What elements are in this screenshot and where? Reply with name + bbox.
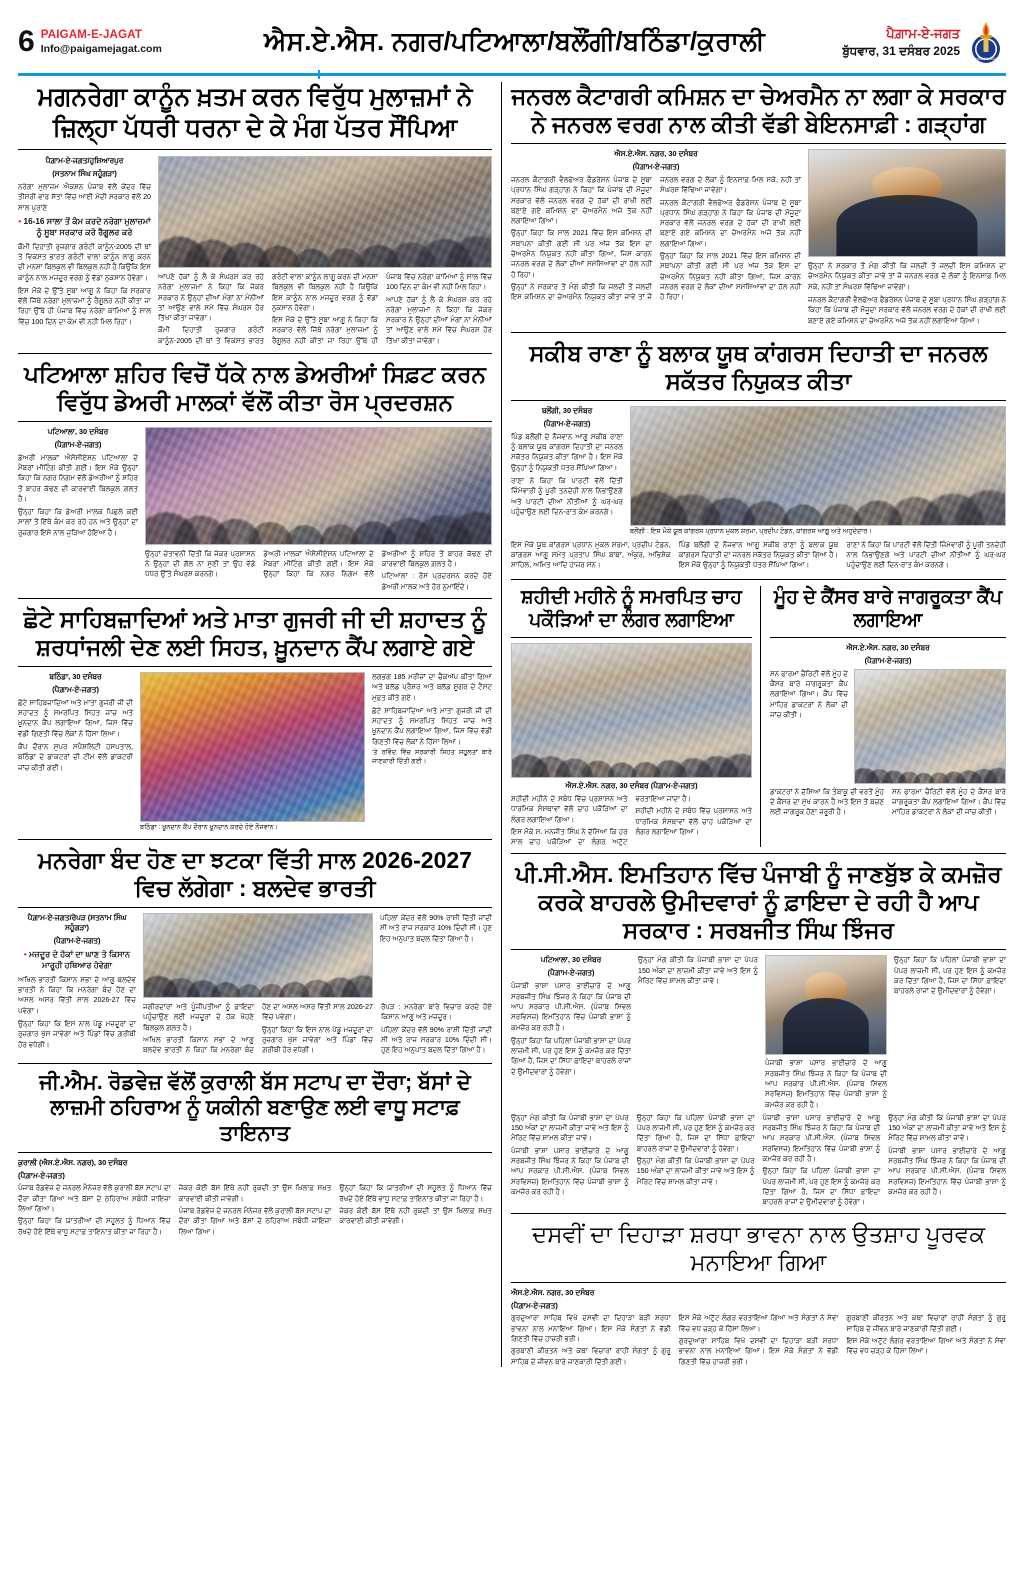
masthead xyxy=(18,14,1006,70)
divider xyxy=(18,666,492,667)
body-a11-0: ਗੁਰਦੁਆਰਾ ਸਾਹਿਬ ਵਿਖੇ ਦਸਵੀਂ ਦਾ ਦਿਹਾੜਾ ਬੜੀ ਸ਼ਰਧਾ ਭਾਵਨਾ ਨਾਲ ਮਨਾਇਆ ਗਿਆ। ਇਸ ਮੌਕੇ ਸੰਗਤਾਂ ਨੇ ਵੱਡੀ ਗਿਣਤੀ ਵਿੱਚ ਹਾਜ਼ਰੀ ਭਰੀ। xyxy=(511,1314,671,1344)
lead-a1: ਨਰੇਗਾ ਮੁਲਾਜ਼ਮ ਐਕਸ਼ਨ ਪੰਜਾਬ ਵੱਲੋਂ ਕੇਂਦਰ ਵਿੱਚ ਤੀਸਰੀ ਵਾਰ ਸੱਤਾ ਵਿੱਚ ਆਈ ਮੋਦੀ ਸਰਕਾਰ ਵੱਲੋਂ 20 ਸਾਲ ਪੁਰਾਣੇ xyxy=(18,182,151,212)
divider xyxy=(18,1152,492,1153)
dateline-a11-tag: (ਪੈਗ਼ਾਮ-ਏ-ਜਗਤ) xyxy=(511,1300,558,1310)
divider xyxy=(511,400,1006,401)
body-a8-3: ਪੰਜਾਬੀ ਭਾਸ਼ਾ ਪਸਾਰ ਭਾਈਚਾਰੇ ਦੇ ਆਗੂ ਸਰਬਜੀਤ ਸਿੰਘ ਝਿੰਜਰ ਨੇ ਕਿਹਾ ਕਿ ਪੰਜਾਬ ਦੀ ਆਪ ਸਰਕਾਰ ਪੀ.ਸੀ.ਐਸ. (ਪੰਜਾਬ ਸਿਵਲ ਸਰਵਿਸਜ਼) ਇਮਤਿਹਾਨ ਵਿੱਚ ਪੰਜਾਬੀ ਭਾਸ਼ਾ ਨੂੰ ਕਮਜ਼ੋਰ ਕਰ ਰਹੀ ਹੈ। xyxy=(765,1059,887,1109)
dateline-a6: ਐਸ.ਏ.ਐਸ. ਨਗਰ, 30 ਦਸੰਬਰ xyxy=(846,642,930,652)
body-a9-2: ਪਹਿਲਾਂ ਕੇਂਦਰ ਵੱਲੋਂ 90% ਰਾਸ਼ੀ ਦਿੱਤੀ ਜਾਂਦੀ ਸੀ ਅਤੇ ਰਾਜ ਸਰਕਾਰ 10% ਦਿੰਦੀ ਸੀ। ਹੁਣ ਇਹ ਅਨੁਪਾਤ ਬਦਲ ਦਿੱਤਾ ਗਿਆ ਹੈ। xyxy=(380,913,492,943)
body-a3-2: ਇਸ ਮੌਕੇ ਯੂਥ ਕਾਂਗਰਸ ਪ੍ਰਧਾਨ ਮੁਕਲ ਸ਼ਰਮਾ, ਪ੍ਰਦੀਪ ਟੰਡਨ, ਕਾਂਗਰਸ ਆਗੂ ਸਮੇਤ ਪ੍ਰਤਾਪ ਸਿੰਘ ਬਾਬਾ, ਅੰਕੁਰ, ਅਭਿਸ਼ੇਕ ਸਾਹਿਲ, ਅਮਿਤ ਆਦਿ ਹਾਜ਼ਰ ਸਨ। xyxy=(511,540,671,570)
content-grid xyxy=(18,82,1006,1367)
dateline-a6-tag: (ਪੈਗ਼ਾਮ-ਏ-ਜਗਤ) xyxy=(864,655,912,665)
divider xyxy=(18,353,492,354)
body-a11-4: ਗੁਰਬਾਣੀ ਕੀਰਤਨ ਅਤੇ ਕਥਾ ਵਿਚਾਰਾਂ ਰਾਹੀਂ ਸੰਗਤਾਂ ਨੂੰ ਗੁਰੂ ਸਾਹਿਬ ਦੇ ਜੀਵਨ ਬਾਰੇ ਜਾਣਕਾਰੀ ਦਿੱਤੀ ਗਈ। xyxy=(846,1314,1006,1333)
photo-a7 xyxy=(140,672,365,822)
bullet-a1-text: 16-16 ਸਾਲਾ ਤੋਂ ਕੰਮ ਕਰਦੇ ਨਰੇਗਾ ਮੁਲਾਜ਼ਮਾਂ ਨੂੰ ਸੂਬਾ ਸਰਕਾਰ ਕਰੇ ਰੈਗੂਲਰ ਕਰੇ xyxy=(23,216,151,238)
body-a8-0: ਪੰਜਾਬੀ ਭਾਸ਼ਾ ਪਸਾਰ ਭਾਈਚਾਰੇ ਦੇ ਆਗੂ ਸਰਬਜੀਤ ਸਿੰਘ ਝਿੰਜਰ ਨੇ ਕਿਹਾ ਕਿ ਪੰਜਾਬ ਦੀ ਆਪ ਸਰਕਾਰ ਪੀ.ਸੀ.ਐਸ. (ਪੰਜਾਬ ਸਿਵਲ ਸਰਵਿਸਜ਼) ਇਮਤਿਹਾਨ ਵਿੱਚ ਪੰਜਾਬੀ ਭਾਸ਼ਾ ਨੂੰ ਕਮਜ਼ੋਰ ਕਰ ਰਹੀ ਹੈ। xyxy=(511,982,631,1032)
body-a10-3: ਪੰਜਾਬ ਰੋਡਵੇਜ਼ ਦੇ ਜਨਰਲ ਮੈਨੇਜਰ ਵੱਲੋਂ ਕੁਰਾਲੀ ਬੱਸ ਸਟਾਪ ਦਾ ਦੌਰਾ ਕੀਤਾ ਗਿਆ ਅਤੇ ਬੱਸਾਂ ਦੇ ਠਹਿਰਾਅ ਸਬੰਧੀ ਜਾਇਜ਼ਾ ਲਿਆ ਗਿਆ। xyxy=(178,1207,332,1236)
body-a3-0: ਪਿੰਡ ਬਲੌਂਗੀ ਦੇ ਨੌਜਵਾਨ ਆਗੂ ਸਕੀਬ ਰਾਣਾ ਨੂੰ ਬਲਾਕ ਯੂਥ ਕਾਂਗਰਸ ਦਿਹਾਤੀ ਦਾ ਜਨਰਲ ਸਕੱਤਰ ਨਿਯੁਕਤ ਕੀਤਾ ਗਿਆ ਹੈ। ਇਸ ਮੌਕੇ ਉਨ੍ਹਾਂ ਨੂੰ ਨਿਯੁਕਤੀ ਪੱਤਰ ਸੌਂਪਿਆ ਗਿਆ। xyxy=(511,432,623,472)
dateline-a11: ਐਸ.ਏ.ਐਸ. ਨਗਰ, 30 ਦਸੰਬਰ xyxy=(511,1287,595,1297)
caption-a9: ਰੋਪੜ : ਮਨਰੇਗਾ ਬਾਰੇ ਵਿਚਾਰ ਕਰਦੇ ਹੋਏ ਕਿਸਾਨ ਆਗੂ ਅਤੇ ਮਜ਼ਦੂਰ। xyxy=(381,1002,492,1022)
article-a2 xyxy=(511,149,1006,326)
caption-a7-left: ਬਠਿੰਡਾ : ਖ਼ੂਨਦਾਨ ਕੈਂਪ ਦੌਰਾਨ ਖ਼ੂਨਦਾਨ ਕਰਦੇ ਹੋਏ ਨੌਜਵਾਨ। xyxy=(140,823,279,831)
body-a11-cols xyxy=(511,1313,1006,1366)
article-a9 xyxy=(18,913,492,1057)
divider xyxy=(18,1063,492,1064)
page-number: 6 xyxy=(18,25,35,58)
body-a6-cols xyxy=(770,787,1006,820)
body-a6-2: ਸਨ ਫਾਰਮਾ ਚੈਰਿਟੀ ਵੱਲੋਂ ਮੂੰਹ ਦੇ ਕੈਂਸਰ ਬਾਰੇ ਜਾਗਰੂਕਤਾ ਕੈਂਪ ਲਗਾਇਆ ਗਿਆ। ਕੈਂਪ ਵਿੱਚ ਮਾਹਿਰ ਡਾਕਟਰਾਂ ਨੇ ਲੋਕਾਂ ਦੀ ਜਾਂਚ ਕੀਤੀ। xyxy=(892,787,1006,817)
divider xyxy=(18,421,492,422)
headline-a6: ਮੂੰਹ ਦੇ ਕੈਂਸਰ ਬਾਰੇ ਜਾਗਰੂਕਤਾ ਕੈਂਪ ਲਗਾਇਆ xyxy=(773,586,1003,631)
masthead-left xyxy=(18,27,233,57)
body-a2-cols xyxy=(511,175,801,303)
body-a8-2: ਉਨ੍ਹਾਂ ਮੰਗ ਕੀਤੀ ਕਿ ਪੰਜਾਬੀ ਭਾਸ਼ਾ ਦਾ ਪੇਪਰ 150 ਅੰਕਾਂ ਦਾ ਲਾਜ਼ਮੀ ਕੀਤਾ ਜਾਵੇ ਅਤੇ ਇਸ ਨੂੰ ਮੈਰਿਟ ਵਿੱਚ ਸ਼ਾਮਲ ਕੀਤਾ ਜਾਵੇ। xyxy=(638,956,758,986)
brand-email: Info@paigamejagat.com xyxy=(40,42,162,55)
body-a5-1: ਇਸ ਮੌਕੇ ਸ. ਮਨਜੀਤ ਸਿੰਘ ਨੇ ਦੱਸਿਆ ਕਿ ਹਰ ਸਾਲ ਚਾਹ ਪਕੌੜਿਆਂ ਦਾ ਲੰਗਰ ਅਟੁੱਟ ਵਰਤਾਇਆ ਜਾਂਦਾ ਹੈ। xyxy=(511,794,692,847)
body-a8-4: ਉਨ੍ਹਾਂ ਕਿਹਾ ਕਿ ਪਹਿਲਾਂ ਪੰਜਾਬੀ ਭਾਸ਼ਾ ਦਾ ਪੇਪਰ ਲਾਜ਼ਮੀ ਸੀ, ਪਰ ਹੁਣ ਇਸ ਨੂੰ ਕਮਜ਼ੋਰ ਕਰ ਦਿੱਤਾ ਗਿਆ ਹੈ, ਜਿਸ ਦਾ ਸਿੱਧਾ ਫ਼ਾਇਦਾ ਬਾਹਰਲੇ ਰਾਜਾਂ ਦੇ ਉਮੀਦਵਾਰਾਂ ਨੂੰ ਹੋਵੇਗਾ। xyxy=(894,956,1006,996)
dateline-a2: ਐਸ.ਏ.ਐਸ. ਨਗਰ, 30 ਦਸੰਬਰ xyxy=(614,149,698,159)
body-a1-cols xyxy=(158,272,492,347)
right-column xyxy=(502,82,1006,1367)
body-a6-0: ਸਨ ਫਾਰਮਾ ਚੈਰਿਟੀ ਵੱਲੋਂ ਮੂੰਹ ਦੇ ਕੈਂਸਰ ਬਾਰੇ ਜਾਗਰੂਕਤਾ ਕੈਂਪ ਲਗਾਇਆ ਗਿਆ। ਕੈਂਪ ਵਿੱਚ ਮਾਹਿਰ ਡਾਕਟਰਾਂ ਨੇ ਲੋਕਾਂ ਦੀ ਜਾਂਚ ਕੀਤੀ। xyxy=(770,669,848,720)
body-a11-1: ਗੁਰਬਾਣੀ ਕੀਰਤਨ ਅਤੇ ਕਥਾ ਵਿਚਾਰਾਂ ਰਾਹੀਂ ਸੰਗਤਾਂ ਨੂੰ ਗੁਰੂ ਸਾਹਿਬ ਦੇ ਜੀਵਨ ਬਾਰੇ ਜਾਣਕਾਰੀ ਦਿੱਤੀ ਗਈ। xyxy=(511,1347,671,1366)
bullet-a1 xyxy=(18,216,151,239)
body-a1-4: ਇਸ ਮੌਕੇ ਦੇ ਉੱਤੇ ਸੂਬਾ ਆਗੂ ਨੇ ਕਿਹਾ ਕਿ ਸਰਕਾਰ ਵੱਲੋਂ ਜਿੱਥੇ ਨਰੇਗਾ ਮੁਲਾਜ਼ਮਾਂ ਨੂੰ ਰੈਗੂਲਰ ਨਹੀਂ ਕੀਤਾ ਜਾ ਰਿਹਾ ਉੱਥੇ ਹੀ ਪੰਜਾਬ ਵਿੱਚ ਨਰੇਗਾ ਕਾਮਿਆਂ ਨੂੰ ਸਾਲ ਵਿੱਚ 100 ਦਿਨ ਦਾ ਕੰਮ ਵੀ ਨਹੀਂ ਮਿਲ ਰਿਹਾ। xyxy=(272,273,492,345)
headline-a4: ਪਟਿਆਲਾ ਸ਼ਹਿਰ ਵਿਚੋਂ ਧੱਕੇ ਨਾਲ ਡੇਅਰੀਆਂ ਸਿਫ਼ਟ ਕਰਨ ਵਿਰੁੱਧ ਡੇਅਰੀ ਮਾਲਕਾਂ ਵੱਲੋਂ ਕੀਤਾ ਰੋਸ ਪ੍ਰਦਰਸ਼ਨ xyxy=(24,360,486,415)
body-a9-3: ਜਗੀਰਦਾਰਾਂ ਅਤੇ ਪੂੰਜੀਪਤੀਆਂ ਨੂੰ ਫ਼ਾਇਦਾ ਪਹੁੰਚਾਉਣ ਲਈ ਮਜ਼ਦੂਰਾਂ ਦੇ ਹੱਕ ਖੋਹਣੇ ਬਿਲਕੁਲ ਗ਼ਲਤ ਹੈ। xyxy=(143,1002,254,1032)
body-a11-3: ਗੁਰਦੁਆਰਾ ਸਾਹਿਬ ਵਿਖੇ ਦਸਵੀਂ ਦਾ ਦਿਹਾੜਾ ਬੜੀ ਸ਼ਰਧਾ ਭਾਵਨਾ ਨਾਲ ਮਨਾਇਆ ਗਿਆ। ਇਸ ਮੌਕੇ ਸੰਗਤਾਂ ਨੇ ਵੱਡੀ ਗਿਣਤੀ ਵਿੱਚ ਹਾਜ਼ਰੀ ਭਰੀ। xyxy=(678,1337,839,1366)
body-a10-4: ਉਨ੍ਹਾਂ ਕਿਹਾ ਕਿ ਯਾਤਰੀਆਂ ਦੀ ਸਹੂਲਤ ਨੂੰ ਧਿਆਨ ਵਿੱਚ ਰੱਖਦੇ ਹੋਏ ਇੱਥੇ ਵਾਧੂ ਸਟਾਫ਼ ਤਾਇਨਾਤ ਕੀਤਾ ਜਾ ਰਿਹਾ ਹੈ। xyxy=(339,1184,492,1203)
dateline-a10: ਕੁਰਾਲੀ (ਐਸ.ਏ.ਐਸ. ਨਗਰ), 30 ਦਸੰਬਰ xyxy=(18,1157,128,1167)
torch-emblem-icon xyxy=(966,19,1006,65)
body-a8-9: ਪੰਜਾਬੀ ਭਾਸ਼ਾ ਪਸਾਰ ਭਾਈਚਾਰੇ ਦੇ ਆਗੂ ਸਰਬਜੀਤ ਸਿੰਘ ਝਿੰਜਰ ਨੇ ਕਿਹਾ ਕਿ ਪੰਜਾਬ ਦੀ ਆਪ ਸਰਕਾਰ ਪੀ.ਸੀ.ਐਸ. (ਪੰਜਾਬ ਸਿਵਲ ਸਰਵਿਸਜ਼) ਇਮਤਿਹਾਨ ਵਿੱਚ ਪੰਜਾਬੀ ਭਾਸ਼ਾ ਨੂੰ ਕਮਜ਼ੋਰ ਕਰ ਰਹੀ ਹੈ। xyxy=(762,1113,881,1164)
divider xyxy=(18,149,492,150)
photo-a5 xyxy=(511,643,752,778)
divider xyxy=(511,949,1006,950)
body-a8-7: ਉਨ੍ਹਾਂ ਕਿਹਾ ਕਿ ਪਹਿਲਾਂ ਪੰਜਾਬੀ ਭਾਸ਼ਾ ਦਾ ਪੇਪਰ ਲਾਜ਼ਮੀ ਸੀ, ਪਰ ਹੁਣ ਇਸ ਨੂੰ ਕਮਜ਼ੋਰ ਕਰ ਦਿੱਤਾ ਗਿਆ ਹੈ, ਜਿਸ ਦਾ ਸਿੱਧਾ ਫ਼ਾਇਦਾ ਬਾਹਰਲੇ ਰਾਜਾਂ ਦੇ ਉਮੀਦਵਾਰਾਂ ਨੂੰ ਹੋਵੇਗਾ। xyxy=(636,1113,755,1153)
body-a1-3: ਕੌਮੀ ਦਿਹਾਤੀ ਰੁਜ਼ਗਾਰ ਗਰੰਟੀ ਕਾਨੂੰਨ-2005 ਦੀ ਥਾਂ ਤੇ ਵਿਕਸਤ ਭਾਰਤ ਗਰੰਟੀ ਵਾਲਾ ਕਾਨੂੰਨ ਲਾਗੂ ਕਰਨ ਦੀ ਮਨਸ਼ਾ ਬਿਲਕੁਲ ਵੀ ਬਿਲਕੁਲ ਨਹੀਂ ਹੈ ਕਿਉਂਕਿ ਇਸ ਕਾਨੂੰਨ ਨਾਲ ਮਜ਼ਦੂਰ ਵਰਗ ਨੂੰ ਵੱਡਾ ਨੁਕਸਾਨ ਹੋਵੇਗਾ। xyxy=(158,273,378,345)
dateline-a7: ਬਠਿੰਡਾ, 30 ਦਸੰਬਰ xyxy=(49,671,102,681)
body-a3-4: ਰਾਣਾ ਨੇ ਕਿਹਾ ਕਿ ਪਾਰਟੀ ਵੱਲੋਂ ਦਿੱਤੀ ਜ਼ਿੰਮੇਵਾਰੀ ਨੂੰ ਪੂਰੀ ਤਨਦੇਹੀ ਨਾਲ ਨਿਭਾਉਣਗੇ ਅਤੇ ਪਾਰਟੀ ਦੀਆਂ ਨੀਤੀਆਂ ਨੂੰ ਘਰ-ਘਰ ਪਹੁੰਚਾਉਣ ਲਈ ਦਿਨ-ਰਾਤ ਕੰਮ ਕਰਨਗੇ। xyxy=(846,540,1006,570)
body-a1-5: ਆਪਣੇ ਹੱਕਾਂ ਨੂੰ ਲੈ ਕੇ ਸੰਘਰਸ਼ ਕਰ ਰਹੇ ਨਰੇਗਾ ਮੁਲਾਜ਼ਮਾਂ ਨੇ ਕਿਹਾ ਕਿ ਜੇਕਰ ਸਰਕਾਰ ਨੇ ਉਨ੍ਹਾਂ ਦੀਆਂ ਮੰਗਾਂ ਨਾ ਮੰਨੀਆਂ ਤਾਂ ਆਉਣ ਵਾਲੇ ਸਮੇਂ ਵਿੱਚ ਸੰਘਰਸ਼ ਹੋਰ ਤਿੱਖਾ ਕੀਤਾ ਜਾਵੇਗਾ। xyxy=(386,295,492,345)
brand-block xyxy=(41,29,162,54)
edition-titles: ਐਸ.ਏ.ਐਸ. ਨਗਰ/ਪਟਿਆਲਾ/ਬਲੌਂਗੀ/ਬਠਿੰਡਾ/ਕੁਰਾਲੀ xyxy=(264,26,765,56)
divider xyxy=(18,839,492,840)
article-a4 xyxy=(18,427,492,592)
dateline-a5: ਐਸ.ਏ.ਐਸ. ਨਗਰ, 30 ਦਸੰਬਰ (ਪੈਗ਼ਾਮ-ਏ-ਜਗਤ) xyxy=(565,780,698,790)
body-a2-1: ਉਨ੍ਹਾਂ ਕਿਹਾ ਕਿ ਸਾਲ 2021 ਵਿੱਚ ਇਸ ਕਮਿਸ਼ਨ ਦੀ ਸਥਾਪਨਾ ਕੀਤੀ ਗਈ ਸੀ ਪਰ ਅੱਜ ਤੱਕ ਇਸ ਦਾ ਚੇਅਰਮੈਨ ਨਿਯੁਕਤ ਨਹੀਂ ਕੀਤਾ ਗਿਆ, ਜਿਸ ਕਾਰਨ ਜਨਰਲ ਵਰਗ ਦੇ ਲੋਕਾਂ ਦੀਆਂ ਸਮੱਸਿਆਵਾਂ ਦਾ ਹੱਲ ਨਹੀਂ ਹੋ ਰਿਹਾ। xyxy=(511,229,652,279)
body-a2-4: ਉਨ੍ਹਾਂ ਕਿਹਾ ਕਿ ਸਾਲ 2021 ਵਿੱਚ ਇਸ ਕਮਿਸ਼ਨ ਦੀ ਸਥਾਪਨਾ ਕੀਤੀ ਗਈ ਸੀ ਪਰ ਅੱਜ ਤੱਕ ਇਸ ਦਾ ਚੇਅਰਮੈਨ ਨਿਯੁਕਤ ਨਹੀਂ ਕੀਤਾ ਗਿਆ, ਜਿਸ ਕਾਰਨ ਜਨਰਲ ਵਰਗ ਦੇ ਲੋਕਾਂ ਦੀਆਂ ਸਮੱਸਿਆਵਾਂ ਦਾ ਹੱਲ ਨਹੀਂ ਹੋ ਰਿਹਾ। xyxy=(660,252,801,302)
bullet-a9 xyxy=(18,949,136,972)
body-a9-4: ਅਖਿਲ ਭਾਰਤੀ ਕਿਸਾਨ ਸਭਾ ਦੇ ਆਗੂ ਬਲਦੇਵ ਭਾਰਤੀ ਨੇ ਕਿਹਾ ਕਿ ਮਨਰੇਗਾ ਬੰਦ ਹੋਣ ਦਾ ਅਸਲ ਅਸਰ ਵਿੱਤੀ ਸਾਲ 2026-27 ਵਿੱਚ ਪਵੇਗਾ। xyxy=(143,1002,373,1055)
body-a2-5: ਉਨ੍ਹਾਂ ਨੇ ਸਰਕਾਰ ਤੋਂ ਮੰਗ ਕੀਤੀ ਕਿ ਜਲਦੀ ਤੋਂ ਜਲਦੀ ਇਸ ਕਮਿਸ਼ਨ ਦਾ ਚੇਅਰਮੈਨ ਨਿਯੁਕਤ ਕੀਤਾ ਜਾਵੇ ਤਾਂ ਜੋ ਜਨਰਲ ਵਰਗ ਦੇ ਲੋਕਾਂ ਨੂੰ ਇਨਸਾਫ਼ ਮਿਲ ਸਕੇ, ਨਹੀਂ ਤਾਂ ਸੰਘਰਸ਼ ਵਿੱਢਿਆ ਜਾਵੇਗਾ। xyxy=(808,262,1006,291)
body-a8-5: ਉਨ੍ਹਾਂ ਮੰਗ ਕੀਤੀ ਕਿ ਪੰਜਾਬੀ ਭਾਸ਼ਾ ਦਾ ਪੇਪਰ 150 ਅੰਕਾਂ ਦਾ ਲਾਜ਼ਮੀ ਕੀਤਾ ਜਾਵੇ ਅਤੇ ਇਸ ਨੂੰ ਮੈਰਿਟ ਵਿੱਚ ਸ਼ਾਮਲ ਕੀਤਾ ਜਾਵੇ। xyxy=(511,1113,629,1143)
headline-a2: ਜਨਰਲ ਕੈਟਾਗਰੀ ਕਮਿਸ਼ਨ ਦਾ ਚੇਅਰਮੈਨ ਨਾ ਲਗਾ ਕੇ ਸਰਕਾਰ ਨੇ ਜਨਰਲ ਵਰਗ ਨਾਲ ਕੀਤੀ ਵੱਡੀ ਬੇਇਨਸਾਫ਼ੀ : ਗੜ੍ਹਾਂਗ xyxy=(511,83,1006,138)
body-a2-6: ਜਨਰਲ ਕੈਟਾਗਰੀ ਵੈਲਫੇਅਰ ਫੈਡਰੇਸ਼ਨ ਪੰਜਾਬ ਦੇ ਸੂਬਾ ਪ੍ਰਧਾਨ ਸਿੰਘ ਗੜ੍ਹਾਂਗ ਨੇ ਕਿਹਾ ਕਿ ਪੰਜਾਬ ਦੀ ਮੌਜੂਦਾ ਸਰਕਾਰ ਵੱਲੋਂ ਜਨਰਲ ਵਰਗ ਦੇ ਹੱਕਾਂ ਦੀ ਰਾਖੀ ਲਈ ਬਣਾਏ ਗਏ ਕਮਿਸ਼ਨ ਦਾ ਚੇਅਰਮੈਨ ਅਜੇ ਤੱਕ ਨਹੀਂ ਲਗਾਇਆ ਗਿਆ। xyxy=(808,295,1006,325)
photo-a9 xyxy=(143,913,373,998)
dateline-a4-tag: (ਪੈਗ਼ਾਮ-ਏ-ਜਗਤ) xyxy=(54,439,102,449)
body-a2-2: ਉਨ੍ਹਾਂ ਨੇ ਸਰਕਾਰ ਤੋਂ ਮੰਗ ਕੀਤੀ ਕਿ ਜਲਦੀ ਤੋਂ ਜਲਦੀ ਇਸ ਕਮਿਸ਼ਨ ਦਾ ਚੇਅਰਮੈਨ ਨਿਯੁਕਤ ਕੀਤਾ ਜਾਵੇ ਤਾਂ ਜੋ ਜਨਰਲ ਵਰਗ ਦੇ ਲੋਕਾਂ ਨੂੰ ਇਨਸਾਫ਼ ਮਿਲ ਸਕੇ, ਨਹੀਂ ਤਾਂ ਸੰਘਰਸ਼ ਵਿੱਢਿਆ ਜਾਵੇਗਾ। xyxy=(511,176,801,302)
svg-text:PAIGAM-E-JAGAT: PAIGAM-E-JAGAT xyxy=(972,57,1000,61)
body-a6-1: ਡਾਕਟਰਾਂ ਨੇ ਦੱਸਿਆ ਕਿ ਤੰਬਾਕੂ ਦੀ ਵਰਤੋਂ ਮੂੰਹ ਦੇ ਕੈਂਸਰ ਦਾ ਮੁੱਖ ਕਾਰਨ ਹੈ ਅਤੇ ਇਸ ਤੋਂ ਬਚਣ ਲਈ ਜਾਗਰੂਕ ਹੋਣਾ ਜ਼ਰੂਰੀ ਹੈ। xyxy=(770,787,884,817)
divider xyxy=(511,637,752,638)
body-a9-1: ਉਨ੍ਹਾਂ ਕਿਹਾ ਕਿ ਇਸ ਨਾਲ ਪੇਂਡੂ ਮਜ਼ਦੂਰਾਂ ਦਾ ਰੁਜ਼ਗਾਰ ਖੁੱਸ ਜਾਵੇਗਾ ਅਤੇ ਪਿੰਡਾਂ ਵਿੱਚ ਗ਼ਰੀਬੀ ਹੋਰ ਵਧੇਗੀ। xyxy=(18,1019,136,1049)
article-a5 xyxy=(511,586,761,848)
caption-a4: ਪਟਿਆਲਾ : ਰੋਸ ਪ੍ਰਦਰਸ਼ਨ ਕਰਦੇ ਹੋਏ ਡੇਅਰੀ ਮਾਲਕ ਅਤੇ ਹੋਰ ਨੁਮਾਇੰਦੇ। xyxy=(381,572,492,591)
body-a8-1: ਉਨ੍ਹਾਂ ਕਿਹਾ ਕਿ ਪਹਿਲਾਂ ਪੰਜਾਬੀ ਭਾਸ਼ਾ ਦਾ ਪੇਪਰ ਲਾਜ਼ਮੀ ਸੀ, ਪਰ ਹੁਣ ਇਸ ਨੂੰ ਕਮਜ਼ੋਰ ਕਰ ਦਿੱਤਾ ਗਿਆ ਹੈ, ਜਿਸ ਦਾ ਸਿੱਧਾ ਫ਼ਾਇਦਾ ਬਾਹਰਲੇ ਰਾਜਾਂ ਦੇ ਉਮੀਦਵਾਰਾਂ ਨੂੰ ਹੋਵੇਗਾ। xyxy=(511,1036,631,1076)
body-a10-2: ਜੇਕਰ ਕੋਈ ਬੱਸ ਇੱਥੇ ਨਹੀਂ ਰੁਕਦੀ ਤਾਂ ਉਸ ਖ਼ਿਲਾਫ਼ ਸਖ਼ਤ ਕਾਰਵਾਈ ਕੀਤੀ ਜਾਵੇਗੀ। xyxy=(178,1184,332,1203)
article-a10 xyxy=(18,1158,492,1237)
photo-a6 xyxy=(854,669,1006,784)
photo-a1 xyxy=(158,156,492,268)
body-a10-cols xyxy=(18,1183,492,1236)
body-a3-3: ਪਿੰਡ ਬਲੌਂਗੀ ਦੇ ਨੌਜਵਾਨ ਆਗੂ ਸਕੀਬ ਰਾਣਾ ਨੂੰ ਬਲਾਕ ਯੂਥ ਕਾਂਗਰਸ ਦਿਹਾਤੀ ਦਾ ਜਨਰਲ ਸਕੱਤਰ ਨਿਯੁਕਤ ਕੀਤਾ ਗਿਆ ਹੈ। ਇਸ ਮੌਕੇ ਉਨ੍ਹਾਂ ਨੂੰ ਨਿਯੁਕਤੀ ਪੱਤਰ ਸੌਂਪਿਆ ਗਿਆ। xyxy=(678,540,839,570)
bullet-a9-text: ਮਜ਼ਦੂਰ ਦੇ ਹੱਕਾਂ ਦਾ ਘਾਣ ਤੇ ਕਿਸਾਨ ਮਾਰੂਹੀ ਹਥਿਆਰ ਹੋਵੇਗਾ xyxy=(29,949,131,971)
body-a1-2: ਆਪਣੇ ਹੱਕਾਂ ਨੂੰ ਲੈ ਕੇ ਸੰਘਰਸ਼ ਕਰ ਰਹੇ ਨਰੇਗਾ ਮੁਲਾਜ਼ਮਾਂ ਨੇ ਕਿਹਾ ਕਿ ਜੇਕਰ ਸਰਕਾਰ ਨੇ ਉਨ੍ਹਾਂ ਦੀਆਂ ਮੰਗਾਂ ਨਾ ਮੰਨੀਆਂ ਤਾਂ ਆਉਣ ਵਾਲੇ ਸਮੇਂ ਵਿੱਚ ਸੰਘਰਸ਼ ਹੋਰ ਤਿੱਖਾ ਕੀਤਾ ਜਾਵੇਗਾ। xyxy=(158,273,264,323)
body-a2-0: ਜਨਰਲ ਕੈਟਾਗਰੀ ਵੈਲਫੇਅਰ ਫੈਡਰੇਸ਼ਨ ਪੰਜਾਬ ਦੇ ਸੂਬਾ ਪ੍ਰਧਾਨ ਸਿੰਘ ਗੜ੍ਹਾਂਗ ਨੇ ਕਿਹਾ ਕਿ ਪੰਜਾਬ ਦੀ ਮੌਜੂਦਾ ਸਰਕਾਰ ਵੱਲੋਂ ਜਨਰਲ ਵਰਗ ਦੇ ਹੱਕਾਂ ਦੀ ਰਾਖੀ ਲਈ ਬਣਾਏ ਗਏ ਕਮਿਸ਼ਨ ਦਾ ਚੇਅਰਮੈਨ ਅਜੇ ਤੱਕ ਨਹੀਂ ਲਗਾਇਆ ਗਿਆ। xyxy=(511,176,652,226)
masthead-right-text xyxy=(842,25,960,59)
body-a1-0: ਕੌਮੀ ਦਿਹਾਤੀ ਰੁਜ਼ਗਾਰ ਗਰੰਟੀ ਕਾਨੂੰਨ-2005 ਦੀ ਥਾਂ ਤੇ ਵਿਕਸਤ ਭਾਰਤ ਗਰੰਟੀ ਵਾਲਾ ਕਾਨੂੰਨ ਲਾਗੂ ਕਰਨ ਦੀ ਮਨਸ਼ਾ ਬਿਲਕੁਲ ਵੀ ਬਿਲਕੁਲ ਨਹੀਂ ਹੈ ਕਿਉਂਕਿ ਇਸ ਕਾਨੂੰਨ ਨਾਲ ਮਜ਼ਦੂਰ ਵਰਗ ਨੂੰ ਵੱਡਾ ਨੁਕਸਾਨ ਹੋਵੇਗਾ। xyxy=(18,242,151,282)
body-a5-cols xyxy=(511,794,752,847)
headline-a1: ਮਗਨਰੇਗਾ ਕਾਨੂੰਨ ਖ਼ਤਮ ਕਰਨ ਵਿਰੁੱਧ ਮੁਲਾਜ਼ਮਾਂ ਨੇ ਜ਼ਿਲ੍ਹਾ ਪੱਧਰੀ ਧਰਨਾ ਦੇ ਕੇ ਮੰਗ ਪੱਤਰ ਸੌਂਪਿਆ xyxy=(37,83,473,142)
article-a7 xyxy=(18,672,492,833)
body-a7-1: ਕੈਂਪ ਦੌਰਾਨ ਸੁਪਰ ਸਪੈਸ਼ਲਿਟੀ ਹਸਪਤਾਲ, ਬਠਿੰਡਾ ਦੇ ਡਾਕਟਰਾਂ ਦੀ ਟੀਮ ਵੱਲੋਂ ਡਾਕਟਰੀ ਜਾਂਚ ਕੀਤੀ ਗਈ। xyxy=(18,743,133,772)
divider xyxy=(511,332,1006,333)
dateline-a4: ਪਟਿਆਲਾ, 30 ਦਸੰਬਰ xyxy=(47,426,109,436)
photo-a3 xyxy=(630,406,1006,526)
headline-a3: ਸਕੀਬ ਰਾਣਾ ਨੂੰ ਬਲਾਕ ਯੂਥ ਕਾਂਗਰਸ ਦਿਹਾਤੀ ਦਾ ਜਨਰਲ ਸਕੱਤਰ ਨਿਯੁਕਤ ਕੀਤਾ xyxy=(529,339,988,394)
body-a9-cols xyxy=(143,1002,492,1057)
body-a4-1: ਉਨ੍ਹਾਂ ਕਿਹਾ ਕਿ ਡੇਅਰੀ ਮਾਲਕ ਪਿਛਲੇ ਕਈ ਸਾਲਾਂ ਤੋਂ ਇੱਥੇ ਕੰਮ ਕਰ ਰਹੇ ਹਨ ਅਤੇ ਉਨ੍ਹਾਂ ਦਾ ਰੁਜ਼ਗਾਰ ਇਸੇ ਨਾਲ ਜੁੜਿਆ ਹੋਇਆ ਹੈ। xyxy=(18,508,138,537)
left-column xyxy=(18,82,502,1367)
headline-a11: ਦਸਵੀਂ ਦਾ ਦਿਹਾੜਾ ਸ਼ਰਧਾ ਭਾਵਨਾ ਨਾਲ ਉਤਸ਼ਾਹ ਪੂਰਵਕ ਮਨਾਇਆ ਗਿਆ xyxy=(531,1221,986,1276)
divider xyxy=(511,1213,1006,1214)
body-a8-cols xyxy=(511,1113,1006,1208)
divider xyxy=(770,637,1006,638)
headline-a7: ਛੋਟੇ ਸਾਹਿਬਜ਼ਾਦਿਆਂ ਅਤੇ ਮਾਤਾ ਗੁਜਰੀ ਜੀ ਦੀ ਸ਼ਹਾਦਤ ਨੂੰ ਸ਼ਰਧਾਂਜਲੀ ਦੇਣ ਲਈ ਸਿਹਤ, ਖ਼ੂਨਦਾਨ ਕੈਂਪ ਲਗਾਏ ਗਏ xyxy=(23,605,487,660)
bullet-dot-icon: • xyxy=(18,216,22,226)
divider xyxy=(511,143,1006,144)
masthead-rule xyxy=(18,73,1006,76)
article-a1 xyxy=(18,156,492,347)
body-a8-10: ਉਨ੍ਹਾਂ ਕਿਹਾ ਕਿ ਪਹਿਲਾਂ ਪੰਜਾਬੀ ਭਾਸ਼ਾ ਦਾ ਪੇਪਰ ਲਾਜ਼ਮੀ ਸੀ, ਪਰ ਹੁਣ ਇਸ ਨੂੰ ਕਮਜ਼ੋਰ ਕਰ ਦਿੱਤਾ ਗਿਆ ਹੈ, ਜਿਸ ਦਾ ਸਿੱਧਾ ਫ਼ਾਇਦਾ ਬਾਹਰਲੇ ਰਾਜਾਂ ਦੇ ਉਮੀਦਵਾਰਾਂ ਨੂੰ ਹੋਵੇਗਾ। xyxy=(762,1167,881,1207)
body-a3-1: ਰਾਣਾ ਨੇ ਕਿਹਾ ਕਿ ਪਾਰਟੀ ਵੱਲੋਂ ਦਿੱਤੀ ਜ਼ਿੰਮੇਵਾਰੀ ਨੂੰ ਪੂਰੀ ਤਨਦੇਹੀ ਨਾਲ ਨਿਭਾਉਣਗੇ ਅਤੇ ਪਾਰਟੀ ਦੀਆਂ ਨੀਤੀਆਂ ਨੂੰ ਘਰ-ਘਰ ਪਹੁੰਚਾਉਣ ਲਈ ਦਿਨ-ਰਾਤ ਕੰਮ ਕਰਨਗੇ। xyxy=(511,476,623,516)
body-a8-11: ਉਨ੍ਹਾਂ ਮੰਗ ਕੀਤੀ ਕਿ ਪੰਜਾਬੀ ਭਾਸ਼ਾ ਦਾ ਪੇਪਰ 150 ਅੰਕਾਂ ਦਾ ਲਾਜ਼ਮੀ ਕੀਤਾ ਜਾਵੇ ਅਤੇ ਇਸ ਨੂੰ ਮੈਰਿਟ ਵਿੱਚ ਸ਼ਾਮਲ ਕੀਤਾ ਜਾਵੇ। xyxy=(888,1113,1006,1143)
brand-name-en: PAIGAM-E-JAGAT xyxy=(40,29,143,42)
body-a5-2: ਸ਼ਹੀਦੀ ਮਹੀਨੇ ਦੇ ਸਬੰਧ ਵਿੱਚ ਪ੍ਰਸ਼ਾਸਨ ਅਤੇ ਧਾਰਮਿਕ ਸੰਸਥਾਵਾਂ ਵੱਲੋਂ ਚਾਹ ਪਕੌੜਿਆਂ ਦਾ ਲੰਗਰ ਲਗਾਇਆ ਗਿਆ। xyxy=(635,807,752,836)
body-a7-0: ਛੋਟੇ ਸਾਹਿਬਜ਼ਾਦਿਆਂ ਅਤੇ ਮਾਤਾ ਗੁਜਰੀ ਜੀ ਦੀ ਸ਼ਹਾਦਤ ਨੂੰ ਸਮਰਪਿਤ ਸਿਹਤ ਜਾਂਚ ਅਤੇ ਖ਼ੂਨਦਾਨ ਕੈਂਪ ਲਗਾਇਆ ਗਿਆ, ਜਿਸ ਵਿੱਚ ਵੱਡੀ ਗਿਣਤੀ ਵਿੱਚ ਲੋਕਾਂ ਨੇ ਹਿੱਸਾ ਲਿਆ। xyxy=(18,698,133,738)
headline-a9: ਮਨਰੇਗਾ ਬੰਦ ਹੋਣ ਦਾ ਝਟਕਾ ਵਿੱਤੀ ਸਾਲ 2026-2027 ਵਿਚ ਲੱਗੇਗਾ : ਬਲਦੇਵ ਭਾਰਤੀ xyxy=(38,846,472,901)
dateline-a1: ਪੈਗ਼ਾਮ-ਏ-ਜਗਤ/ਹੁਸ਼ਿਆਰਪੁਰ xyxy=(45,156,124,165)
divider xyxy=(511,579,1006,580)
headline-a10: ਜੀ.ਐਮ. ਰੋਡਵੇਜ਼ ਵੱਲੋਂ ਕੁਰਾਲੀ ਬੱਸ ਸਟਾਪ ਦਾ ਦੌਰਾ; ਬੱਸਾਂ ਦੇ ਲਾਜ਼ਮੀ ਠਹਿਰਾਅ ਨੂੰ ਯਕੀਨੀ ਬਣਾਉਣ ਲਈ ਵਾਧੂ ਸਟਾਫ਼ ਤਾਇਨਾਤ xyxy=(39,1070,471,1145)
dateline-a9: ਪੈਗ਼ਾਮ-ਏ-ਜਗਤ/ਰੋਪੜ (ਸਤਨਾਮ ਸਿੰਘ ਸਹੂੰਗੜਾ) xyxy=(27,912,127,932)
body-a2-3: ਜਨਰਲ ਕੈਟਾਗਰੀ ਵੈਲਫੇਅਰ ਫੈਡਰੇਸ਼ਨ ਪੰਜਾਬ ਦੇ ਸੂਬਾ ਪ੍ਰਧਾਨ ਸਿੰਘ ਗੜ੍ਹਾਂਗ ਨੇ ਕਿਹਾ ਕਿ ਪੰਜਾਬ ਦੀ ਮੌਜੂਦਾ ਸਰਕਾਰ ਵੱਲੋਂ ਜਨਰਲ ਵਰਗ ਦੇ ਹੱਕਾਂ ਦੀ ਰਾਖੀ ਲਈ ਬਣਾਏ ਗਏ ਕਮਿਸ਼ਨ ਦਾ ਚੇਅਰਮੈਨ ਅਜੇ ਤੱਕ ਨਹੀਂ ਲਗਾਇਆ ਗਿਆ। xyxy=(660,198,801,248)
dateline-a10-tag: (ਪੈਗ਼ਾਮ-ਏ-ਜਗਤ) xyxy=(18,1170,65,1180)
body-a9-5: ਉਨ੍ਹਾਂ ਕਿਹਾ ਕਿ ਇਸ ਨਾਲ ਪੇਂਡੂ ਮਜ਼ਦੂਰਾਂ ਦਾ ਰੁਜ਼ਗਾਰ ਖੁੱਸ ਜਾਵੇਗਾ ਅਤੇ ਪਿੰਡਾਂ ਵਿੱਚ ਗ਼ਰੀਬੀ ਹੋਰ ਵਧੇਗੀ। xyxy=(262,1025,373,1055)
dateline-a8: ਪਟਿਆਲਾ, 30 ਦਸੰਬਰ xyxy=(540,955,602,965)
dateline-a2-tag: (ਪੈਗ਼ਾਮ-ਏ-ਜਗਤ) xyxy=(632,162,680,172)
body-a10-5: ਜੇਕਰ ਕੋਈ ਬੱਸ ਇੱਥੇ ਨਹੀਂ ਰੁਕਦੀ ਤਾਂ ਉਸ ਖ਼ਿਲਾਫ਼ ਸਖ਼ਤ ਕਾਰਵਾਈ ਕੀਤੀ ਜਾਵੇਗੀ। xyxy=(339,1207,492,1226)
masthead-right xyxy=(796,19,1006,65)
divider xyxy=(511,853,1006,854)
body-a4-0: ਡੇਅਰੀ ਮਾਲਕਾਂ ਐਸੋਸੀਏਸ਼ਨ ਪਟਿਆਲਾ ਦੇ ਮੈਂਬਰਾਂ ਮੀਟਿੰਗ ਕੀਤੀ ਗਈ। ਇਸ ਮੌਕੇ ਉਨ੍ਹਾਂ ਕਿਹਾ ਕਿ ਨਗਰ ਨਿਗਮ ਵੱਲੋਂ ਡੇਅਰੀਆਂ ਨੂੰ ਸ਼ਹਿਰ ਤੋਂ ਬਾਹਰ ਕੱਢਣ ਦੀ ਕਾਰਵਾਈ ਬਿਲਕੁਲ ਗ਼ਲਤ ਹੈ। xyxy=(18,453,138,503)
body-a4-2: ਉਨ੍ਹਾਂ ਚੇਤਾਵਨੀ ਦਿੱਤੀ ਕਿ ਜੇਕਰ ਪ੍ਰਸ਼ਾਸਨ ਨੇ ਉਨ੍ਹਾਂ ਦੀ ਗੱਲ ਨਾ ਸੁਣੀ ਤਾਂ ਉਹ ਵੱਡੇ ਪੱਧਰ ਉੱਤੇ ਸੰਘਰਸ਼ ਕਰਨਗੇ। xyxy=(145,549,256,579)
article-a3 xyxy=(511,406,1006,537)
article-a6 xyxy=(770,586,1006,848)
photo-a4 xyxy=(145,427,492,545)
divider xyxy=(18,598,492,599)
body-a8-8: ਉਨ੍ਹਾਂ ਮੰਗ ਕੀਤੀ ਕਿ ਪੰਜਾਬੀ ਭਾਸ਼ਾ ਦਾ ਪੇਪਰ 150 ਅੰਕਾਂ ਦਾ ਲਾਜ਼ਮੀ ਕੀਤਾ ਜਾਵੇ ਅਤੇ ਇਸ ਨੂੰ ਮੈਰਿਟ ਵਿੱਚ ਸ਼ਾਮਲ ਕੀਤਾ ਜਾਵੇ। xyxy=(636,1157,755,1186)
article-pair-a5-a6 xyxy=(511,586,1006,848)
photo-a8-portrait xyxy=(765,955,887,1055)
body-a10-0: ਪੰਜਾਬ ਰੋਡਵੇਜ਼ ਦੇ ਜਨਰਲ ਮੈਨੇਜਰ ਵੱਲੋਂ ਕੁਰਾਲੀ ਬੱਸ ਸਟਾਪ ਦਾ ਦੌਰਾ ਕੀਤਾ ਗਿਆ ਅਤੇ ਬੱਸਾਂ ਦੇ ਠਹਿਰਾਅ ਸਬੰਧੀ ਜਾਇਜ਼ਾ ਲਿਆ ਗਿਆ। xyxy=(18,1184,171,1214)
body-a11-5: ਇਸ ਮੌਕੇ ਅਟੁੱਟ ਲੰਗਰ ਵਰਤਾਇਆ ਗਿਆ ਅਤੇ ਸੰਗਤਾਂ ਨੇ ਸੇਵਾ ਵਿੱਚ ਵਧ ਚੜ੍ਹ ਕੇ ਹਿੱਸਾ ਲਿਆ। xyxy=(846,1337,1006,1356)
headline-a8: ਪੀ.ਸੀ.ਐਸ. ਇਮਤਿਹਾਨ ਵਿੱਚ ਪੰਜਾਬੀ ਨੂੰ ਜਾਣਬੁੱਝ ਕੇ ਕਮਜ਼ੋਰ ਕਰਕੇ ਬਾਹਰਲੇ ਉਮੀਦਵਾਰਾਂ ਨੂੰ ਫ਼ਾਇਦਾ ਦੇ ਰਹੀ ਹੈ ਆਪ ਸਰਕਾਰ : ਸਰਬਜੀਤ ਸਿੰਘ ਝਿੰਜਰ xyxy=(515,861,1002,944)
body-a8-12: ਪੰਜਾਬੀ ਭਾਸ਼ਾ ਪਸਾਰ ਭਾਈਚਾਰੇ ਦੇ ਆਗੂ ਸਰਬਜੀਤ ਸਿੰਘ ਝਿੰਜਰ ਨੇ ਕਿਹਾ ਕਿ ਪੰਜਾਬ ਦੀ ਆਪ ਸਰਕਾਰ ਪੀ.ਸੀ.ਐਸ. (ਪੰਜਾਬ ਸਿਵਲ ਸਰਵਿਸਜ਼) ਇਮਤਿਹਾਨ ਵਿੱਚ ਪੰਜਾਬੀ ਭਾਸ਼ਾ ਨੂੰ ਕਮਜ਼ੋਰ ਕਰ ਰਹੀ ਹੈ। xyxy=(888,1146,1006,1196)
dateline-a9-tag: (ਪੈਗ਼ਾਮ-ਏ-ਜਗਤ) xyxy=(53,935,101,945)
body-a11-2: ਇਸ ਮੌਕੇ ਅਟੁੱਟ ਲੰਗਰ ਵਰਤਾਇਆ ਗਿਆ ਅਤੇ ਸੰਗਤਾਂ ਨੇ ਸੇਵਾ ਵਿੱਚ ਵਧ ਚੜ੍ਹ ਕੇ ਹਿੱਸਾ ਲਿਆ। xyxy=(678,1314,839,1333)
caption-a7-right: 'ਤੇ ਰਵਿੰਦ ਵਿੱਚ ਸਰਕਾਰੀ ਸਿਹਤ ਸਹੂਲਤਾਂ ਬਾਰੇ ਜਾਣਕਾਰੀ ਦਿੱਤੀ ਗਈ। xyxy=(372,748,492,765)
divider xyxy=(511,1282,1006,1283)
article-a8 xyxy=(511,955,1006,1109)
caption-a3: ਬਲੌਂਗੀ : ਇਸ ਮੌਕੇ ਯੂਥ ਕਾਂਗਰਸ ਪ੍ਰਧਾਨ ਮੁਕਲ ਸ਼ਰਮਾ, ਪ੍ਰਦੀਪ ਟੰਡਨ, ਕਾਂਗਰਸ ਆਗੂ ਅਤੇ ਅਹੁਦੇਦਾਰ। xyxy=(630,527,872,535)
body-a5-0: ਸ਼ਹੀਦੀ ਮਹੀਨੇ ਦੇ ਸਬੰਧ ਵਿੱਚ ਪ੍ਰਸ਼ਾਸਨ ਅਤੇ ਧਾਰਮਿਕ ਸੰਸਥਾਵਾਂ ਵੱਲੋਂ ਚਾਹ ਪਕੌੜਿਆਂ ਦਾ ਲੰਗਰ ਲਗਾਇਆ ਗਿਆ। xyxy=(511,794,628,824)
dateline-a1-sub: (ਸਤਨਾਮ ਸਿੰਘ ਸਹੂੰਗੜਾ) xyxy=(52,168,117,178)
body-a3-cols xyxy=(511,540,1006,573)
publication-date: ਬੁੱਧਵਾਰ, 31 ਦਸੰਬਰ 2025 xyxy=(842,43,960,58)
body-a7-2: ਲਗਭਗ 185 ਮਰੀਜ਼ਾਂ ਦਾ ਚੈਕਅੱਪ ਕੀਤਾ ਗਿਆ ਅਤੇ ਬਲੱਡ ਪ੍ਰੈਸ਼ਰ ਅਤੇ ਬਲੱਡ ਸ਼ੂਗਰ ਦੇ ਟੈਸਟ ਮੁਫ਼ਤ ਕੀਤੇ ਗਏ। xyxy=(372,672,492,702)
dateline-a3: ਬਲੌਂਗੀ, 30 ਦਸੰਬਰ xyxy=(541,405,593,415)
article-a11 xyxy=(511,1288,1006,1367)
body-a4-3: ਡੇਅਰੀ ਮਾਲਕਾਂ ਐਸੋਸੀਏਸ਼ਨ ਪਟਿਆਲਾ ਦੇ ਮੈਂਬਰਾਂ ਮੀਟਿੰਗ ਕੀਤੀ ਗਈ। ਇਸ ਮੌਕੇ ਉਨ੍ਹਾਂ ਕਿਹਾ ਕਿ ਨਗਰ ਨਿਗਮ ਵੱਲੋਂ ਡੇਅਰੀਆਂ ਨੂੰ ਸ਼ਹਿਰ ਤੋਂ ਬਾਹਰ ਕੱਢਣ ਦੀ ਕਾਰਵਾਈ ਬਿਲਕੁਲ ਗ਼ਲਤ ਹੈ। xyxy=(263,549,492,579)
body-a4-cols xyxy=(145,549,492,592)
body-a7-3: ਛੋਟੇ ਸਾਹਿਬਜ਼ਾਦਿਆਂ ਅਤੇ ਮਾਤਾ ਗੁਜਰੀ ਜੀ ਦੀ ਸ਼ਹਾਦਤ ਨੂੰ ਸਮਰਪਿਤ ਸਿਹਤ ਜਾਂਚ ਅਤੇ ਖ਼ੂਨਦਾਨ ਕੈਂਪ ਲਗਾਇਆ ਗਿਆ, ਜਿਸ ਵਿੱਚ ਵੱਡੀ ਗਿਣਤੀ ਵਿੱਚ ਲੋਕਾਂ ਨੇ ਹਿੱਸਾ ਲਿਆ। xyxy=(372,706,492,746)
brand-name-pa: ਪੈਗ਼ਾਮ-ਏ-ਜਗਤ xyxy=(886,26,960,42)
divider xyxy=(18,907,492,908)
body-a8-6: ਪੰਜਾਬੀ ਭਾਸ਼ਾ ਪਸਾਰ ਭਾਈਚਾਰੇ ਦੇ ਆਗੂ ਸਰਬਜੀਤ ਸਿੰਘ ਝਿੰਜਰ ਨੇ ਕਿਹਾ ਕਿ ਪੰਜਾਬ ਦੀ ਆਪ ਸਰਕਾਰ ਪੀ.ਸੀ.ਐਸ. (ਪੰਜਾਬ ਸਿਵਲ ਸਰਵਿਸਜ਼) ਇਮਤਿਹਾਨ ਵਿੱਚ ਪੰਜਾਬੀ ਭਾਸ਼ਾ ਨੂੰ ਕਮਜ਼ੋਰ ਕਰ ਰਹੀ ਹੈ। xyxy=(511,1146,629,1196)
bullet-dot-icon: • xyxy=(23,949,27,959)
dateline-a7-tag: (ਪੈਗ਼ਾਮ-ਏ-ਜਗਤ) xyxy=(52,684,99,694)
dateline-a3-tag: (ਪੈਗ਼ਾਮ-ਏ-ਜਗਤ) xyxy=(543,418,591,428)
body-a9-0: ਅਖਿਲ ਭਾਰਤੀ ਕਿਸਾਨ ਸਭਾ ਦੇ ਆਗੂ ਬਲਦੇਵ ਭਾਰਤੀ ਨੇ ਕਿਹਾ ਕਿ ਮਨਰੇਗਾ ਬੰਦ ਹੋਣ ਦਾ ਅਸਲ ਅਸਰ ਵਿੱਤੀ ਸਾਲ 2026-27 ਵਿੱਚ ਪਵੇਗਾ। xyxy=(18,975,136,1015)
body-a9-6: ਪਹਿਲਾਂ ਕੇਂਦਰ ਵੱਲੋਂ 90% ਰਾਸ਼ੀ ਦਿੱਤੀ ਜਾਂਦੀ ਸੀ ਅਤੇ ਰਾਜ ਸਰਕਾਰ 10% ਦਿੰਦੀ ਸੀ। ਹੁਣ ਇਹ ਅਨੁਪਾਤ ਬਦਲ ਦਿੱਤਾ ਗਿਆ ਹੈ। xyxy=(381,1025,492,1055)
photo-a2-portrait xyxy=(808,149,1006,257)
body-a1-1: ਇਸ ਮੌਕੇ ਦੇ ਉੱਤੇ ਸੂਬਾ ਆਗੂ ਨੇ ਕਿਹਾ ਕਿ ਸਰਕਾਰ ਵੱਲੋਂ ਜਿੱਥੇ ਨਰੇਗਾ ਮੁਲਾਜ਼ਮਾਂ ਨੂੰ ਰੈਗੂਲਰ ਨਹੀਂ ਕੀਤਾ ਜਾ ਰਿਹਾ ਉੱਥੇ ਹੀ ਪੰਜਾਬ ਵਿੱਚ ਨਰੇਗਾ ਕਾਮਿਆਂ ਨੂੰ ਸਾਲ ਵਿੱਚ 100 ਦਿਨ ਦਾ ਕੰਮ ਵੀ ਨਹੀਂ ਮਿਲ ਰਿਹਾ। xyxy=(18,286,151,326)
dateline-a8-tag: (ਪੈਗ਼ਾਮ-ਏ-ਜਗਤ) xyxy=(547,968,595,978)
body-a10-1: ਉਨ੍ਹਾਂ ਕਿਹਾ ਕਿ ਯਾਤਰੀਆਂ ਦੀ ਸਹੂਲਤ ਨੂੰ ਧਿਆਨ ਵਿੱਚ ਰੱਖਦੇ ਹੋਏ ਇੱਥੇ ਵਾਧੂ ਸਟਾਫ਼ ਤਾਇਨਾਤ ਕੀਤਾ ਜਾ ਰਿਹਾ ਹੈ। xyxy=(18,1217,171,1236)
headline-a5: ਸ਼ਹੀਦੀ ਮਹੀਨੇ ਨੂੰ ਸਮਰਪਿਤ ਚਾਹ ਪਕੌੜਿਆਂ ਦਾ ਲੰਗਰ ਲਗਾਇਆ xyxy=(521,586,742,631)
